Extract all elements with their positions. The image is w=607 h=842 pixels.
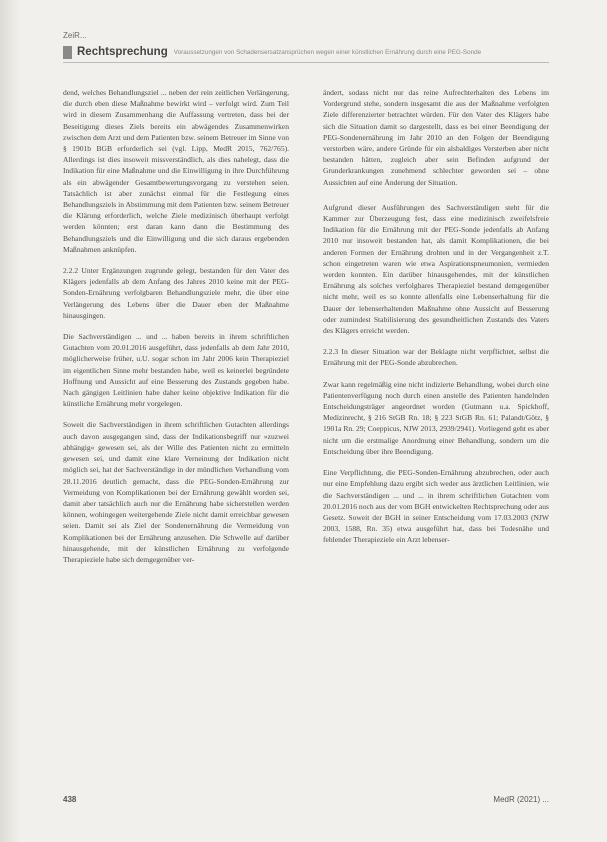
page-number: 438 [63,795,77,804]
paragraph: Zwar kann regelmäßig eine nicht indizierte Behandlung, wobei durch eine Patientenverfügung noch durch einen anstelle des Patienten handelnden Entscheidungsträger angeordnet worden (Gutmann u.a. Spickhoff, Medizinrecht, § 216 StGB Rn. 18; § 223 StGB Rn. 61; Palandt/Götz, § 1901a Rn. 29; Coeppicus, NJW 2013, 2939/2941). Vorliegend geht es aber nicht um die erstmalige Anordnung einer Behandlung, sondern um die Entscheidung über ihre Beendigung. [323,379,549,456]
page-footer [63,795,549,809]
paragraph: dend, welches Behandlungsziel ... neben der rein zeitlichen Verlängerung, die durch eben diese Maßnahme bewirkt wird – verfolgt wird. Zum Teil wird in diesem Zusammenhang die Auffassung vertreten, dass bei der Beseitigung dieses Ziels bereits ein abwägendes Zusammenwirken zwischen dem Arzt und dem Patienten bzw. seinem Betreuer im Sinne von § 1901b BGB erforderlich sei (vgl. Lipp, MedR 2015, 762/765). Allerdings ist dies insoweit missverständlich, als dies nahelegt, dass die Indikation für eine Maßnahme und die Einwilligung in ihre Durchführung als ein abwägender Gesamtbewertungsvorgang zu verstehen seien. Tatsächlich ist aber zunächst einmal für die Festlegung eines Behandlungsziels in Abstimmung mit dem Patienten bzw. seinem Betreuer die Klärung erforderlich, welche Ziele medizinisch überhaupt verfolgt werden könnten; erst daran kann dann die Bestimmung des Behandlungsziels und die Einwilligung und die sich daraus ergebenden Maßnahmen anknüpfen. [63,88,289,254]
paragraph: ändert, sodass nicht nur das reine Aufrechterhalten des Lebens im Vordergrund stehe, sondern insgesamt die aus der Maßnahme verfolgten Ziele differenzierter betrachtet würden. Für den Vater des Klägers habe sich die Situation damit so dargestellt, dass es bei einer Beendigung der PEG-Sondenernährung im Jahr 2010 an den Folgen der Beendigung verstorben wäre, andere Gründe für ein alsbaldiges Versterben aber nicht bestanden hätten, zugleich aber sein Befinden aufgrund der Grunderkrankungen zunehmend schlechter geworden sei – ohne Aussichten auf eine Änderung der Situation. [323,88,549,187]
header-divider [63,62,549,63]
journal-reference: MedR (2021) ... [493,795,549,804]
paragraph: 2.2.2 Unter Ergänzungen zugrunde gelegt, bestanden für den Vater des Klägers jedenfalls ab dem Anfang des Jahres 2010 keine mit der PEG-Sonden-Ernährung verfolgbaren Behandlungsziele mehr, die über eine Verlängerung des Lebens über die Dauer eben der Maßnahme hinausgingen. [63,266,289,320]
left-column [63,87,289,575]
running-head: ZeiR... [63,31,87,40]
section-title: Rechtsprechung [77,46,168,58]
scan-shadow [0,0,20,842]
paragraph: Eine Verpflichtung, die PEG-Sonden-Ernährung abzubrechen, oder auch nur eine Empfehlung dazu ergibt sich weder aus ärztlichen Leitlinien, wie die Sachverständigen ... und ... in ihrem schriftlichen Gutachten vom 20.01.2016 noch aus der vom BGH entwickelten Rechtsprechung oder aus Gesetz. Soweit der BGH in seiner Entscheidung vom 17.03.2003 (NJW 2003, 1588, Rn. 35) etwa ausgeführt hat, dass bei Todesnähe und fehlender Therapieziele ein Arzt lebenser- [323,468,549,545]
section-subtitle: Voraussetzungen von Schadensersatzansprüchen wegen einer künstlichen Ernährung durch eine PEG-Sonde [173,48,482,56]
paragraph: Soweit die Sachverständigen in ihrem schriftlichen Gutachten allerdings auch davon ausgegangen sind, dass der Indikationsbegriff nur »zuzwei abhängig« gewesen sei, als der Wille des Patienten nicht zu ermitteln gewesen sei, und damit eine klare Verneinung der Indikation nicht möglich sei, hat der Sachverständige in der mündlichen Verhandlung vom 28.11.2016 deutlich gemacht, dass die PEG-Sonden-Ernährung zur Vermeidung von Komplikationen bei der Ernährung gewählt worden sei, damit aber tatsächlich auch nur die Ernährung habe sicherstellen werden können, wohingegen weitergehende Ziele nicht damit erreichbar gewesen seien. Damit sei als Ziel der Sondenernährung die Vermeidung von Komplikationen bei der Ernährung anzusehen. Die Schwelle auf darüber hinausgehende, mit der künstlichen Ernährung zu verfolgende Therapieziele habe sich demgegenüber ver- [63,420,289,564]
section-header [63,42,549,62]
right-column [323,87,549,556]
paragraph: 2.2.3 In dieser Situation war der Beklagte nicht verpflichtet, selbst die Ernährung mit der PEG-Sonde abzubrechen. [323,347,549,368]
section-marker [63,46,72,59]
paragraph: Aufgrund dieser Ausführungen des Sachverständigen steht für die Kammer zur Überzeugung fest, dass eine medizinisch zweifelsfreie Indikation für die Ernährung mit der PEG-Sonde jedenfalls ab Anfang 2010 nur insoweit bestanden hat, als damit Komplikationen, die bei anderen Formen der Ernährung drohten und in der Vergangenheit z.T. schon eingetreten waren wie etwa Aspirationspneumonien, vermieden werden konnten. Ein darüber hinausgehendes, mit der künstlichen Ernährung als solches verfolgbares Therapieziel bestand demgegenüber nicht mehr, weil es so konnte allenfalls eine Lebenserhaltung für die Dauer der lebenserhaltenden Maßnahme ohne Aussicht auf Besserung oder zumindest Stabilisierung des gesundheitlichen Zustands des Vaters des Klägers erreicht werden. [323,202,549,336]
paragraph: Die Sachverständigen ... und ... haben bereits in ihrem schriftlichen Gutachten vom 20.01.2016 ausgeführt, dass jedenfalls ab dem Jahr 2010, möglicherweise früher, u.U. sogar schon im Jahr 2006 kein Therapieziel im eigentlichen Sinne mehr bestanden habe, weil es keinerlei begründete Hoffnung und Aussicht auf eine Besserung des Zustands gegeben habe. Nach gängigen Leitlinien habe daher keine objektive Indikation für die künstliche Ernährung mehr vorgelegen. [63,332,289,409]
